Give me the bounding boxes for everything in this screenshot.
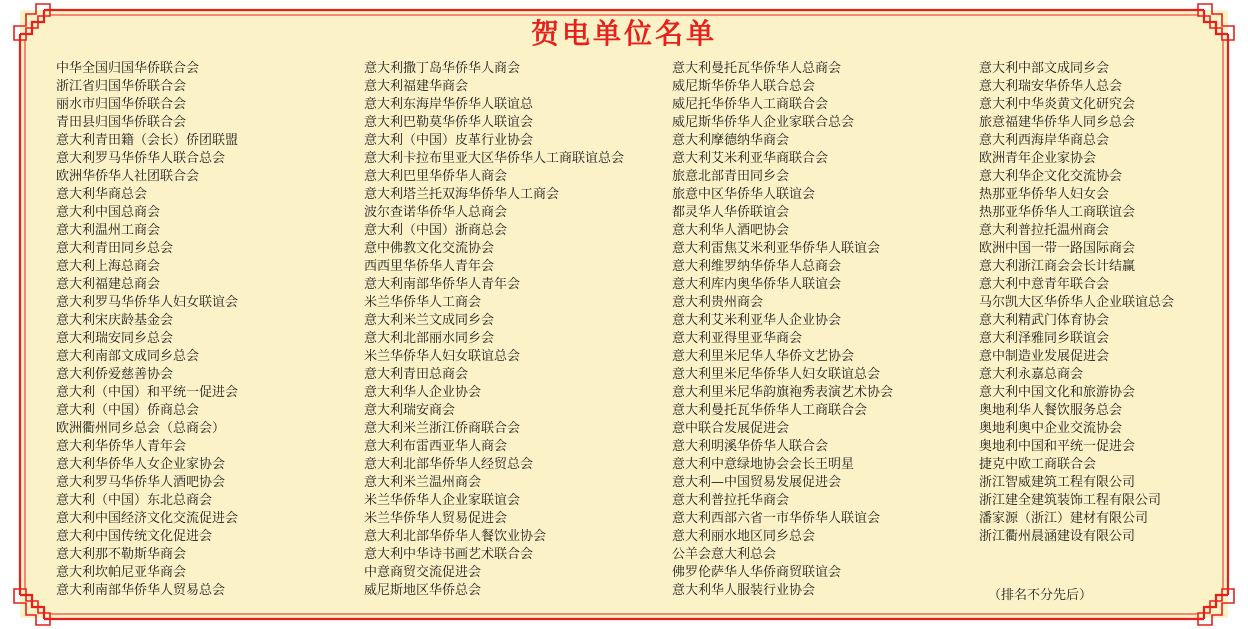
org-name: 公羊会意大利总会 — [672, 547, 777, 562]
org-name: 意大利维罗纳华侨华人总商会 — [672, 259, 842, 274]
org-name: 意大利南部华侨华人青年会 — [364, 277, 521, 292]
org-name: 米兰华侨华人贸易促进会 — [364, 511, 508, 526]
org-name: 意大利永嘉总商会 — [979, 367, 1084, 382]
org-name: 意大利福建总商会 — [56, 277, 161, 292]
org-name: 意大利青田籍（会长）侨团联盟 — [56, 133, 239, 148]
org-name: 意大利（中国）浙商总会 — [364, 223, 508, 238]
org-name: 意大利巴勒莫华侨华人联谊会 — [364, 115, 534, 130]
org-name: 意大利巴里华侨华人商会 — [364, 169, 508, 184]
org-name: 意大利华企文化交流协会 — [979, 169, 1123, 184]
org-name: 意大利坎帕尼亚华商会 — [56, 565, 187, 580]
org-name: 意大利米兰温州商会 — [364, 475, 482, 490]
org-name: 潘家源（浙江）建材有限公司 — [979, 511, 1149, 526]
org-name: 威尼斯华侨华人企业家联合总会 — [672, 115, 855, 130]
org-name: 意大利撒丁岛华侨华人商会 — [364, 61, 521, 76]
org-column-1 — [56, 60, 356, 600]
org-name: 欧洲衢州同乡总会（总商会） — [56, 421, 226, 436]
org-name: 意大利中华炎黄文化研究会 — [979, 97, 1136, 112]
org-name: 意大利中国传统文化促进会 — [56, 529, 213, 544]
org-name: 意大利丽水地区同乡总会 — [672, 529, 816, 544]
org-name: 意大利（中国）侨商总会 — [56, 403, 200, 418]
org-name: 意大利曼托瓦华侨华人总商会 — [672, 61, 842, 76]
org-name: 旅意北部青田同乡会 — [672, 169, 790, 184]
org-name: 意大利西部六省一市华侨华人联谊会 — [672, 511, 881, 526]
org-name: 浙江省归国华侨联合会 — [56, 79, 187, 94]
org-name: 意大利里米尼华韵旗袍秀表演艺术协会 — [672, 385, 894, 400]
org-name: 捷克中欧工商联合会 — [979, 457, 1097, 472]
org-name: 青田县归国华侨联合会 — [56, 115, 187, 130]
org-name: 意大利侨爱慈善协会 — [56, 367, 174, 382]
org-name: 意大利中国文化和旅游协会 — [979, 385, 1136, 400]
org-name: 热那亚华侨华人工商联谊会 — [979, 205, 1136, 220]
org-name: 意大利青田总商会 — [364, 367, 469, 382]
org-name: 意中联合发展促进会 — [672, 421, 790, 436]
org-name: 意大利（中国）皮革行业协会 — [364, 133, 534, 148]
org-name: 意大利温州工商会 — [56, 223, 161, 238]
org-name: 意大利那不勒斯华商会 — [56, 547, 187, 562]
org-name: 意大利雷焦艾米利亚华侨华人联谊会 — [672, 241, 881, 256]
org-name: 威尼斯地区华侨总会 — [364, 583, 482, 598]
org-name: 意大利卡拉布里亚大区华侨华人工商联谊总会 — [364, 151, 625, 166]
org-name: 意大利曼托瓦华侨华人工商联合会 — [672, 403, 868, 418]
org-name: 旅意中区华侨华人联谊会 — [672, 187, 816, 202]
org-name: 意大利贵州商会 — [672, 295, 764, 310]
org-name: 奥地利中国和平统一促进会 — [979, 439, 1136, 454]
org-name: 意大利北部华侨华人餐饮业协会 — [364, 529, 547, 544]
org-name: 意大利中意青年联合会 — [979, 277, 1110, 292]
org-name: 马尔凯大区华侨华人企业联谊总会 — [979, 295, 1175, 310]
org-name: 旅意福建华侨华人同乡总会 — [979, 115, 1136, 130]
org-name: 丽水市归国华侨联合会 — [56, 97, 187, 112]
org-name: 米兰华侨华人工商会 — [364, 295, 482, 310]
org-name: 意大利库内奥华侨华人联谊会 — [672, 277, 842, 292]
org-name: 意大利北部华侨华人经贸总会 — [364, 457, 534, 472]
org-name: 意大利福建华商会 — [364, 79, 469, 94]
org-name: 意大利米兰文成同乡会 — [364, 313, 495, 328]
org-name: 意大利宋庆龄基金会 — [56, 313, 174, 328]
org-name: 浙江建全建筑装饰工程有限公司 — [979, 493, 1162, 508]
ranking-note: （排名不分先后） — [988, 588, 1093, 603]
org-name: 奥地利奥中企业交流协会 — [979, 421, 1123, 436]
org-name: 意大利上海总商会 — [56, 259, 161, 274]
org-name: 欧洲中国一带一路国际商会 — [979, 241, 1136, 256]
org-name: 意大利南部文成同乡总会 — [56, 349, 200, 364]
org-name: 意大利中国经济文化交流促进会 — [56, 511, 239, 526]
org-name: 米兰华侨华人妇女联谊总会 — [364, 349, 521, 364]
org-name: 意大利明溪华侨华人联合会 — [672, 439, 829, 454]
org-name: 佛罗伦萨华人华侨商贸联谊会 — [672, 565, 842, 580]
org-column-4 — [979, 60, 1229, 546]
org-name: 意大利华侨华人女企业家协会 — [56, 457, 226, 472]
org-name: 意大利罗马华侨华人妇女联谊会 — [56, 295, 239, 310]
org-name: 意大利青田同乡总会 — [56, 241, 174, 256]
org-name: 意大利—中国贸易发展促进会 — [672, 475, 842, 490]
org-name: 意中制造业发展促进会 — [979, 349, 1110, 364]
org-name: 意大利中华诗书画艺术联合会 — [364, 547, 534, 562]
org-name: 中意商贸交流促进会 — [364, 565, 482, 580]
org-name: 意大利普拉托华商会 — [672, 493, 790, 508]
org-name: 意大利普拉托温州商会 — [979, 223, 1110, 238]
org-name: 意大利东海岸华侨华人联谊总 — [364, 97, 534, 112]
org-name: 意大利艾米利亚华人企业协会 — [672, 313, 842, 328]
org-name: 西西里华侨华人青年会 — [364, 259, 495, 274]
org-name: 意大利中部文成同乡会 — [979, 61, 1110, 76]
org-name: 意大利中国总商会 — [56, 205, 161, 220]
org-name: 都灵华人华侨联谊会 — [672, 205, 790, 220]
org-name: 意大利华人服装行业协会 — [672, 583, 816, 598]
org-name: 意大利塔兰托双海华侨华人工商会 — [364, 187, 560, 202]
org-name: 意大利浙江商会会长计结赢 — [979, 259, 1136, 274]
org-name: 意大利罗马华侨华人联合总会 — [56, 151, 226, 166]
org-name: 威尼斯华侨华人联合总会 — [672, 79, 816, 94]
org-name: 意大利西海岸华商总会 — [979, 133, 1110, 148]
org-column-2 — [364, 60, 664, 600]
org-name: 意大利精武门体育协会 — [979, 313, 1110, 328]
org-column-3 — [672, 60, 972, 600]
org-name: 意大利华商总会 — [56, 187, 148, 202]
org-name: 波尔查诺华侨华人总商会 — [364, 205, 508, 220]
org-name: 中华全国归国华侨联合会 — [56, 61, 200, 76]
org-name: 意大利南部华侨华人贸易总会 — [56, 583, 226, 598]
org-name: 欧洲青年企业家协会 — [979, 151, 1097, 166]
page-title: 贺电单位名单 — [530, 17, 717, 50]
org-name: 意大利泽雅同乡联谊会 — [979, 331, 1110, 346]
org-name: 意大利里米尼华侨华人妇女联谊总会 — [672, 367, 881, 382]
org-name: 意中佛教文化交流协会 — [364, 241, 495, 256]
org-name: 意大利里米尼华人华侨文艺协会 — [672, 349, 855, 364]
org-name: 热那亚华侨华人妇女会 — [979, 187, 1110, 202]
org-name: 意大利布雷西亚华人商会 — [364, 439, 508, 454]
org-name: 意大利瑞安商会 — [364, 403, 456, 418]
org-name: 意大利瑞安华侨华人总会 — [979, 79, 1123, 94]
org-name: 浙江智威建筑工程有限公司 — [979, 475, 1136, 490]
org-name: 意大利（中国）和平统一促进会 — [56, 385, 239, 400]
org-name: 意大利亚得里亚华商会 — [672, 331, 803, 346]
org-name: 浙江衢州晨涵建设有限公司 — [979, 529, 1136, 544]
org-name: 威尼托华侨华人工商联合会 — [672, 97, 829, 112]
org-name: 奥地利华人餐饮服务总会 — [979, 403, 1123, 418]
org-name: 意大利（中国）东北总商会 — [56, 493, 213, 508]
org-name: 意大利罗马华侨华人酒吧协会 — [56, 475, 226, 490]
org-name: 欧洲华侨华人社团联合会 — [56, 169, 200, 184]
org-name: 意大利华人企业协会 — [364, 385, 482, 400]
org-name: 意大利华人酒吧协会 — [672, 223, 790, 238]
org-name: 意大利艾米利亚华商联合会 — [672, 151, 829, 166]
org-name: 意大利米兰浙江侨商联合会 — [364, 421, 521, 436]
org-name: 意大利华侨华人青年会 — [56, 439, 187, 454]
org-name: 意大利中意绿地协会会长王明星 — [672, 457, 855, 472]
org-name: 意大利瑞安同乡总会 — [56, 331, 174, 346]
org-name: 意大利摩德纳华商会 — [672, 133, 790, 148]
org-name: 米兰华侨华人企业家联谊会 — [364, 493, 521, 508]
org-name: 意大利北部丽水同乡会 — [364, 331, 495, 346]
